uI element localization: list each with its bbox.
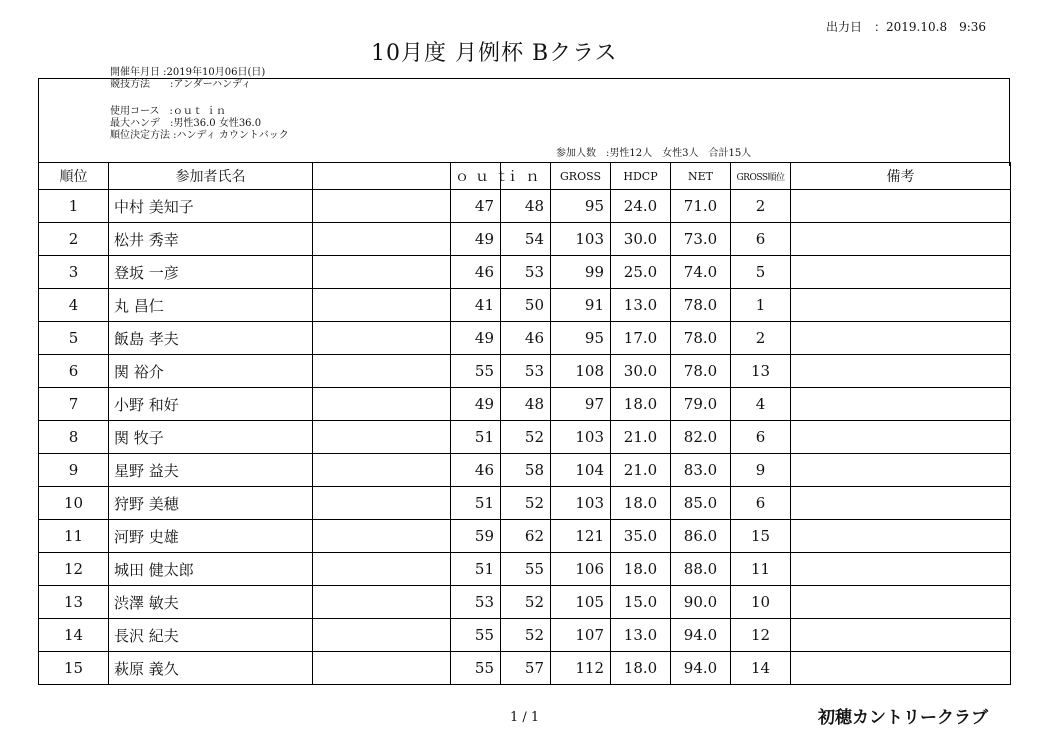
rank-cell: 4 [39,289,109,322]
table-row [39,388,1011,421]
out-score-cell: 55 [451,619,501,652]
event-date: 開催年月日 :2019年10月06日(日) [110,67,266,78]
out-score-cell: 55 [451,355,501,388]
gross-rank-cell: 2 [731,322,791,355]
competition-method: 競技方法 :アンダーハンディ [110,79,252,90]
net-cell: 85.0 [671,487,731,520]
rank-cell: 8 [39,421,109,454]
table-row [39,421,1011,454]
remarks-cell [791,355,1011,388]
gross-cell: 95 [551,190,611,223]
net-cell: 88.0 [671,553,731,586]
header-blank [313,163,451,190]
remarks-cell [791,454,1011,487]
out-score-cell: 47 [451,190,501,223]
page-title: 10月度 月例杯 Bクラス [371,41,618,66]
net-cell: 71.0 [671,190,731,223]
gross-cell: 103 [551,421,611,454]
table-row [39,256,1011,289]
blank-cell [313,223,451,256]
in-score-cell: 52 [501,586,551,619]
ranking-method: 順位決定方法 :ハンディ カウントバック [110,130,289,141]
name-cell: 萩原 義久 [109,652,313,685]
blank-cell [313,289,451,322]
rank-cell: 6 [39,355,109,388]
hdcp-cell: 13.0 [611,619,671,652]
out-score-cell: 49 [451,223,501,256]
blank-cell [313,322,451,355]
header-name: 参加者氏名 [109,163,313,190]
club-name: 初穂カントリークラブ [818,708,988,728]
remarks-cell [791,553,1011,586]
rank-cell: 5 [39,322,109,355]
name-cell: 渋澤 敏夫 [109,586,313,619]
participant-count: 参加人数 :男性12人 女性3人 合計15人 [556,148,752,159]
in-score-cell: 52 [501,487,551,520]
out-score-cell: 46 [451,454,501,487]
rank-cell: 12 [39,553,109,586]
hdcp-cell: 25.0 [611,256,671,289]
name-cell: 飯島 孝夫 [109,322,313,355]
in-score-cell: 58 [501,454,551,487]
name-cell: 城田 健太郎 [109,553,313,586]
page-number: 1 / 1 [510,710,540,725]
net-cell: 94.0 [671,652,731,685]
net-cell: 83.0 [671,454,731,487]
table-row [39,223,1011,256]
gross-cell: 103 [551,487,611,520]
name-cell: 丸 昌仁 [109,289,313,322]
out-score-cell: 51 [451,421,501,454]
out-score-cell: 55 [451,652,501,685]
blank-cell [313,355,451,388]
gross-rank-cell: 15 [731,520,791,553]
hdcp-cell: 18.0 [611,388,671,421]
in-score-cell: 54 [501,223,551,256]
blank-cell [313,520,451,553]
gross-rank-cell: 6 [731,487,791,520]
rank-cell: 1 [39,190,109,223]
table-row [39,322,1011,355]
rank-cell: 14 [39,619,109,652]
gross-rank-cell: 11 [731,553,791,586]
gross-rank-cell: 10 [731,586,791,619]
gross-cell: 95 [551,322,611,355]
net-cell: 78.0 [671,355,731,388]
hdcp-cell: 13.0 [611,289,671,322]
remarks-cell [791,619,1011,652]
gross-cell: 105 [551,586,611,619]
name-cell: 小野 和好 [109,388,313,421]
gross-rank-cell: 2 [731,190,791,223]
table-row [39,289,1011,322]
table-row [39,355,1011,388]
name-cell: 河野 史雄 [109,520,313,553]
net-cell: 94.0 [671,619,731,652]
gross-cell: 121 [551,520,611,553]
hdcp-cell: 35.0 [611,520,671,553]
net-cell: 78.0 [671,322,731,355]
hdcp-cell: 17.0 [611,322,671,355]
hdcp-cell: 30.0 [611,355,671,388]
gross-rank-cell: 13 [731,355,791,388]
in-score-cell: 55 [501,553,551,586]
remarks-cell [791,520,1011,553]
rank-cell: 13 [39,586,109,619]
name-cell: 狩野 美穂 [109,487,313,520]
in-score-cell: 62 [501,520,551,553]
remarks-cell [791,289,1011,322]
remarks-cell [791,190,1011,223]
blank-cell [313,619,451,652]
gross-cell: 108 [551,355,611,388]
net-cell: 78.0 [671,289,731,322]
remarks-cell [791,586,1011,619]
out-score-cell: 51 [451,553,501,586]
table-row [39,487,1011,520]
in-score-cell: 53 [501,355,551,388]
name-cell: 登坂 一彦 [109,256,313,289]
out-score-cell: 49 [451,322,501,355]
hdcp-cell: 18.0 [611,553,671,586]
blank-cell [313,388,451,421]
gross-cell: 99 [551,256,611,289]
remarks-cell [791,487,1011,520]
out-score-cell: 41 [451,289,501,322]
hdcp-cell: 24.0 [611,190,671,223]
table-row [39,190,1011,223]
net-cell: 73.0 [671,223,731,256]
table-row [39,586,1011,619]
rank-cell: 2 [39,223,109,256]
rank-cell: 9 [39,454,109,487]
gross-rank-cell: 1 [731,289,791,322]
net-cell: 90.0 [671,586,731,619]
header-hdcp: HDCP [611,163,671,190]
name-cell: 中村 美知子 [109,190,313,223]
remarks-cell [791,322,1011,355]
gross-rank-cell: 6 [731,223,791,256]
gross-rank-cell: 9 [731,454,791,487]
table-row [39,553,1011,586]
gross-rank-cell: 4 [731,388,791,421]
gross-cell: 112 [551,652,611,685]
out-score-cell: 46 [451,256,501,289]
in-score-cell: 48 [501,388,551,421]
blank-cell [313,256,451,289]
blank-cell [313,487,451,520]
rank-cell: 7 [39,388,109,421]
gross-cell: 107 [551,619,611,652]
table-row [39,619,1011,652]
max-handicap: 最大ハンデ :男性36.0 女性36.0 [110,118,262,129]
blank-cell [313,454,451,487]
name-cell: 関 裕介 [109,355,313,388]
in-score-cell: 57 [501,652,551,685]
remarks-cell [791,421,1011,454]
hdcp-cell: 30.0 [611,223,671,256]
rank-cell: 3 [39,256,109,289]
header-rank: 順位 [39,163,109,190]
header-remarks: 備考 [791,163,1011,190]
in-score-cell: 50 [501,289,551,322]
gross-cell: 104 [551,454,611,487]
in-score-cell: 48 [501,190,551,223]
name-cell: 関 牧子 [109,421,313,454]
rank-cell: 11 [39,520,109,553]
out-score-cell: 53 [451,586,501,619]
hdcp-cell: 18.0 [611,652,671,685]
header-row [39,163,1011,190]
in-score-cell: 53 [501,256,551,289]
out-score-cell: 49 [451,388,501,421]
net-cell: 74.0 [671,256,731,289]
rank-cell: 15 [39,652,109,685]
header-out: ｏｕｔ [451,163,501,190]
hdcp-cell: 21.0 [611,454,671,487]
table-row [39,520,1011,553]
blank-cell [313,586,451,619]
hdcp-cell: 21.0 [611,421,671,454]
in-score-cell: 46 [501,322,551,355]
net-cell: 86.0 [671,520,731,553]
blank-cell [313,652,451,685]
name-cell: 長沢 紀夫 [109,619,313,652]
rank-cell: 10 [39,487,109,520]
hdcp-cell: 15.0 [611,586,671,619]
gross-rank-cell: 6 [731,421,791,454]
output-date: 出力日 ：2019.10.8 9:36 [826,20,987,34]
name-cell: 星野 益夫 [109,454,313,487]
name-cell: 松井 秀幸 [109,223,313,256]
gross-rank-cell: 14 [731,652,791,685]
table-row [39,454,1011,487]
table-row [39,652,1011,685]
blank-cell [313,421,451,454]
gross-cell: 106 [551,553,611,586]
header-gross-rank: GROSS順位 [731,163,791,190]
remarks-cell [791,223,1011,256]
blank-cell [313,190,451,223]
remarks-cell [791,256,1011,289]
hdcp-cell: 18.0 [611,487,671,520]
gross-cell: 103 [551,223,611,256]
results-table [38,162,1011,685]
header-in: ｉｎ [501,163,551,190]
gross-cell: 97 [551,388,611,421]
net-cell: 82.0 [671,421,731,454]
remarks-cell [791,652,1011,685]
header-gross: GROSS [551,163,611,190]
remarks-cell [791,388,1011,421]
gross-rank-cell: 12 [731,619,791,652]
course-used: 使用コース :ｏｕｔ ｉｎ [110,106,227,117]
out-score-cell: 51 [451,487,501,520]
blank-cell [313,553,451,586]
gross-cell: 91 [551,289,611,322]
net-cell: 79.0 [671,388,731,421]
out-score-cell: 59 [451,520,501,553]
in-score-cell: 52 [501,619,551,652]
in-score-cell: 52 [501,421,551,454]
header-net: NET [671,163,731,190]
gross-rank-cell: 5 [731,256,791,289]
